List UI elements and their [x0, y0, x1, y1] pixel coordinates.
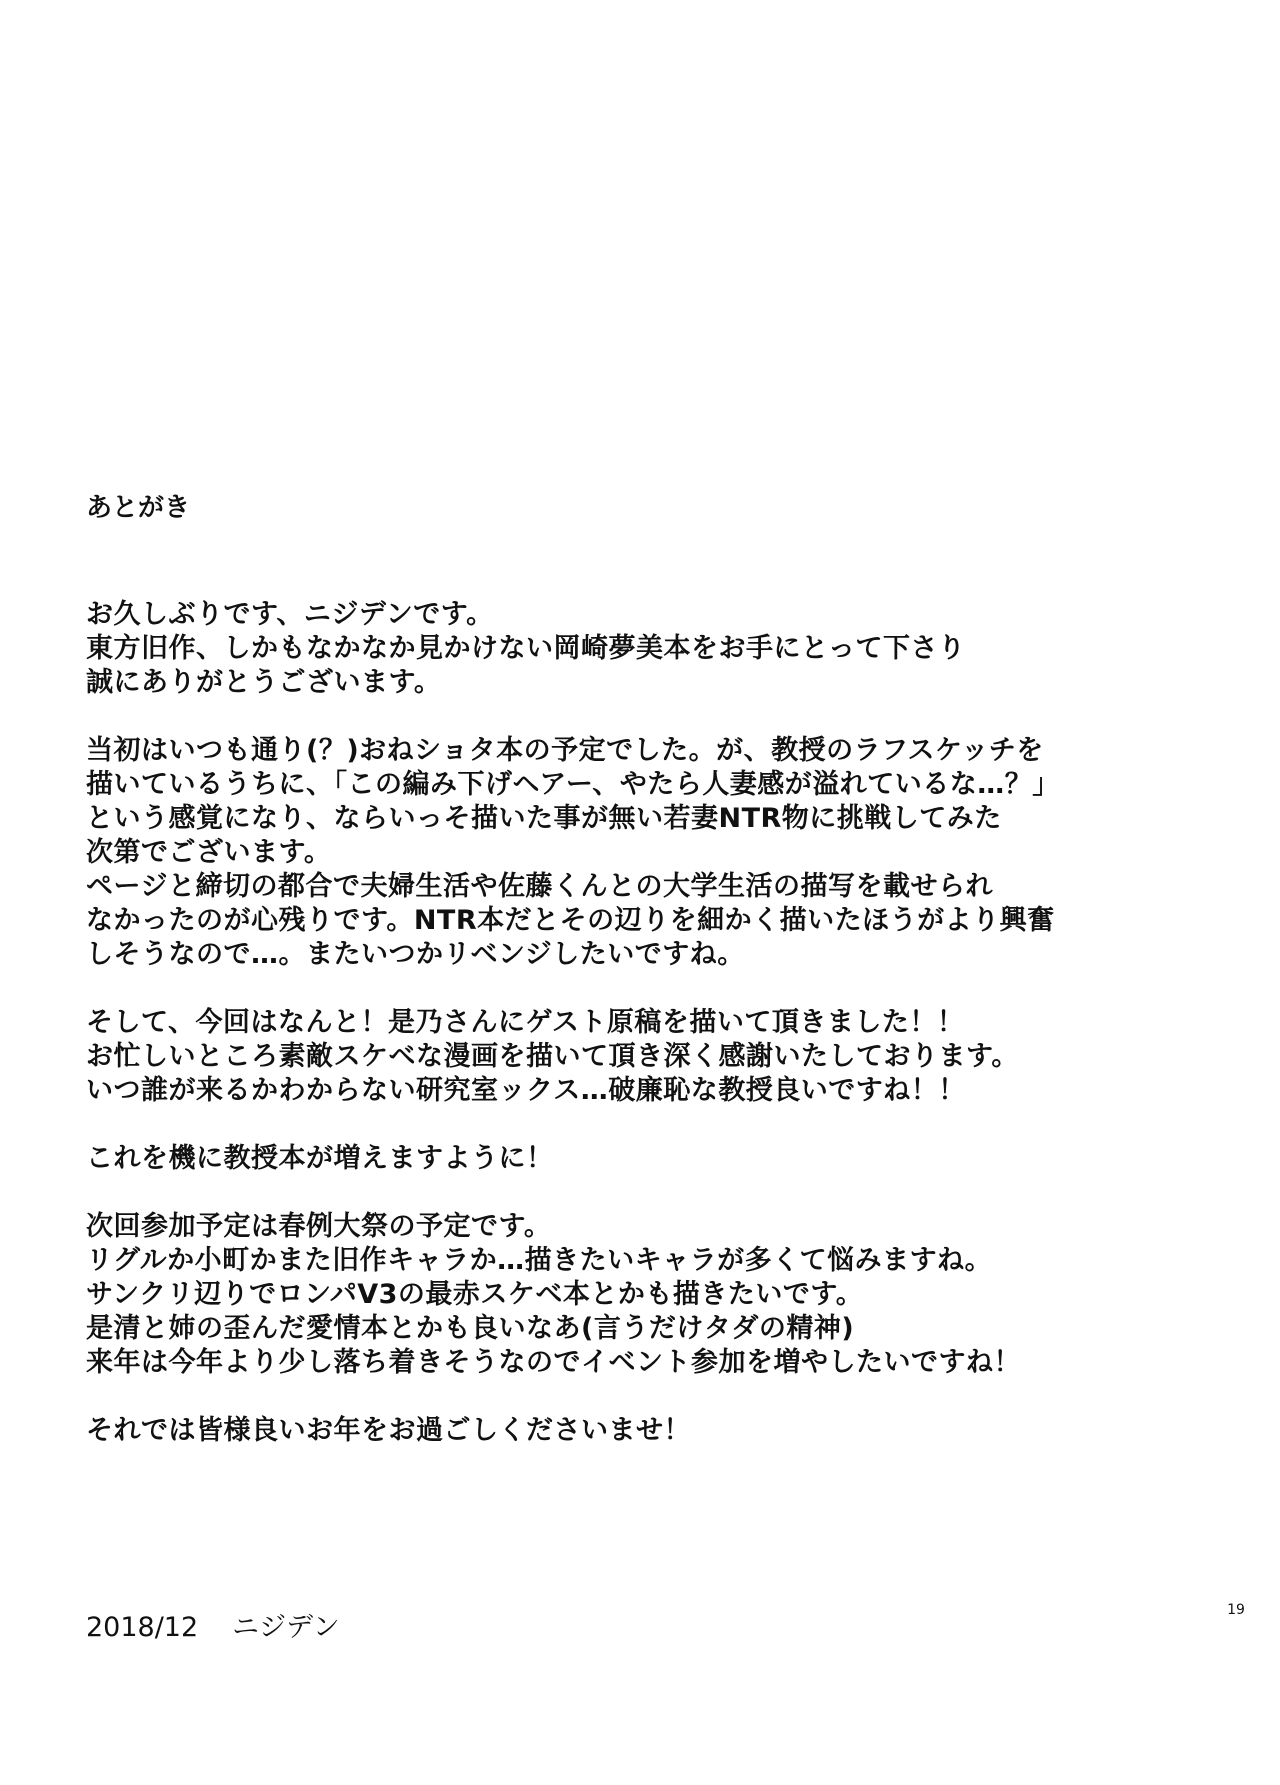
paragraph-guest — [86, 1006, 1206, 1108]
text-line: 描いているうちに、「この編み下げヘアー、やたら人妻感が溢れているな…？」 — [86, 769, 1060, 800]
signature-author: ニジデン — [232, 1612, 340, 1643]
text-line: 次第でございます。 — [86, 837, 332, 868]
text-line: 来年は今年より少し落ち着きそうなのでイベント参加を増やしたいですね！ — [86, 1347, 1021, 1378]
text-line: お忙しいところ素敵スケベな漫画を描いて頂き深く感謝いたしております。 — [86, 1041, 1019, 1072]
text-line: 誠にありがとうございます。 — [86, 667, 442, 698]
afterword-body — [86, 598, 1206, 1482]
text-line: サンクリ辺りでロンパV3の最赤スケベ本とかも描きたいです。 — [86, 1279, 864, 1310]
text-line: お久しぶりです、ニジデンです。 — [86, 599, 494, 630]
signature — [86, 1608, 340, 1648]
text-line: 次回参加予定は春例大祭の予定です。 — [86, 1211, 552, 1242]
text-line: ページと締切の都合で夫婦生活や佐藤くんとの大学生活の描写を載せられ — [86, 871, 993, 902]
paragraph-closing — [86, 1414, 1206, 1448]
text-line: という感覚になり、ならいっそ描いた事が無い若妻NTR物に挑戦してみた — [86, 803, 1002, 834]
paragraph-next-event — [86, 1210, 1206, 1380]
text-line: なかったのが心残りです。NTR本だとその辺りを細かく描いたほうがより興奮 — [86, 905, 1055, 936]
text-line: それでは皆様良いお年をお過ごしくださいませ！ — [86, 1415, 691, 1446]
text-line: しそうなので…。またいつかリベンジしたいですね。 — [86, 939, 745, 970]
text-line: 当初はいつも通り(？)おねショタ本の予定でした。が、教授のラフスケッチを — [86, 735, 1044, 766]
text-line: リグルか小町かまた旧作キャラか…描きたいキャラが多くて悩みますね。 — [86, 1245, 993, 1276]
page-heading: あとがき — [86, 493, 191, 523]
paragraph-greeting — [86, 598, 1206, 700]
text-line: いつ誰が来るかわからない研究室ックス…破廉恥な教授良いですね！！ — [86, 1075, 966, 1106]
signature-date: 2018/12 — [86, 1612, 199, 1643]
text-line: 是清と姉の歪んだ愛情本とかも良いなあ(言うだけタダの精神) — [86, 1313, 855, 1344]
page-number: 19 — [1227, 1602, 1245, 1618]
text-line: そして、今回はなんと！是乃さんにゲスト原稿を描いて頂きました！！ — [86, 1007, 965, 1038]
paragraph-wish — [86, 1142, 1206, 1176]
text-line: 東方旧作、しかもなかなか見かけない岡崎夢美本をお手にとって下さり — [86, 633, 966, 664]
text-line: これを機に教授本が増えますように！ — [86, 1143, 554, 1174]
paragraph-background — [86, 734, 1206, 972]
